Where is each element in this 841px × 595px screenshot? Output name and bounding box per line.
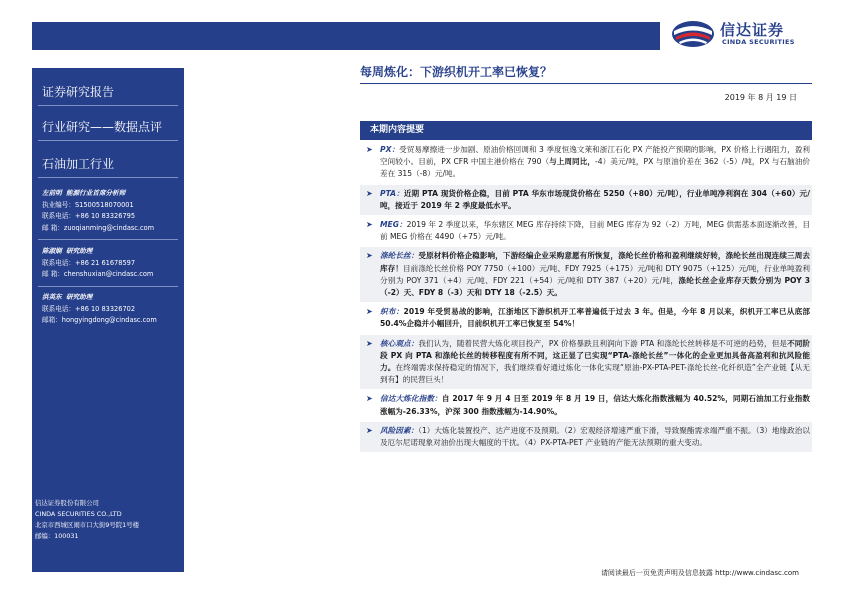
summary-item-lead: MEG： bbox=[380, 220, 407, 230]
summary-item-text: -4）美元/吨，PX 与原油价差在 362（-5）/吨，PX 与石脑油价差在 315（-8）元/吨。 bbox=[380, 157, 810, 179]
analyst-email[interactable]: 邮箱：hongyingdong@cindasc.com bbox=[42, 316, 157, 324]
summary-item-text: 不同阶段 PX 向 PTA 和涤纶长丝的转移程度有所不同，这正显了已实现“PTA-涤纶长丝”一体化的企业更加具备高盈利和抗风险能力。 bbox=[380, 338, 811, 373]
analyst-phone: 联系电话：+86 10 83326795 bbox=[42, 212, 136, 220]
logo-text-en: CINDA SECURITIES bbox=[722, 38, 795, 46]
summary-item-text: 涤纶长丝企业库存天数分别为 POY 3（-2）天、FDY 8（-3）天和 DTY 18（-2.5）天。 bbox=[380, 275, 811, 298]
bullet-arrow-icon: ➤ bbox=[366, 145, 373, 154]
summary-item-text: 2019 年 2 季度以来，华东辖区 MEG 库存持续下降，目前 MEG 库存为 92（-2）万吨，MEG 供需基本面逐渐改善，目前 MEG 价格在 4490（+75）元/吨。 bbox=[380, 220, 810, 242]
page-title: 每周炼化：下游织机开工率已恢复？ bbox=[360, 65, 553, 79]
summary-item-text: 受原材料价格企稳影响，下游经编企业采购意愿有所恢复，涤纶长丝价格和盈利继续好转，涤纶长丝出现连续三周去库存！ bbox=[380, 251, 810, 273]
summary-item-lead: 风险因素： bbox=[380, 425, 419, 435]
analyst-phone: 联系电话：+86 10 83326702 bbox=[42, 304, 136, 313]
sidebar-divider bbox=[38, 105, 178, 106]
company-name-cn: 信达证券股份有限公司 bbox=[35, 499, 99, 507]
analyst-card bbox=[42, 292, 157, 327]
sidebar-divider bbox=[38, 177, 178, 178]
analyst-name: 陈淑娴 bbox=[42, 247, 62, 255]
bullet-arrow-icon: ➤ bbox=[366, 425, 373, 435]
summary-item-text: 我们认为，随着民营大炼化项目投产，PX 价格暴跌且利润向下游 PTA 和涤纶长丝转移是不可逆的趋势，但是 bbox=[418, 338, 788, 348]
analyst-email[interactable]: 邮 箱：chenshuxian@cindasc.com bbox=[42, 270, 154, 278]
summary-item-text: 受贸易摩擦进一步加剧、原油价格回调和 3 季度恒逸文莱和浙江石化 PX 产能投产预期的影响，PX 价格上行遇阻力，盈利空间较小。目前，PX CFR 中国主港价格在 790（ bbox=[380, 145, 810, 167]
report-date: 2019 年 8 月 19 日 bbox=[724, 93, 797, 102]
industry-name: 石油加工行业 bbox=[42, 157, 115, 171]
summary-item-text: 与上周同比， bbox=[549, 157, 596, 167]
summary-item-text: 2019 年受贸易战的影响，江浙地区下游织机开工率普遍低于过去 3 年。但是，今年 8 月以来，织机开工率已从底部 50.4%企稳并小幅回升，目前织机开工率已恢复至 54%！ bbox=[380, 307, 811, 329]
sidebar-divider bbox=[38, 239, 178, 240]
analyst-card bbox=[42, 188, 154, 234]
disclaimer-note: 请阅读最后一页免责声明及信息披露 http://www.cindasc.com bbox=[600, 569, 799, 577]
bullet-arrow-icon: ➤ bbox=[366, 220, 373, 230]
summary-item bbox=[360, 247, 812, 302]
summary-item-lead: 信达大炼化指数： bbox=[380, 394, 442, 404]
summary-item bbox=[360, 303, 812, 333]
summary-item-lead: 织布： bbox=[380, 307, 404, 317]
summary-header: 本期内容提要 bbox=[360, 121, 812, 140]
summary-item bbox=[360, 422, 812, 452]
header-bar bbox=[32, 22, 660, 50]
analyst-title: 研究助理 bbox=[65, 293, 93, 301]
summary-item bbox=[360, 390, 812, 420]
summary-item-text: 近期 PTA 现货价格企稳，目前 PTA 华东市场现货价格在 5250（+80）元/吨），行业单吨净利润在 304（+60）元/吨，接近于 2019 年 2 季度最低水平。 bbox=[380, 188, 810, 210]
logo-text-cn: 信达证券 bbox=[720, 21, 785, 39]
bullet-arrow-icon: ➤ bbox=[366, 251, 373, 261]
analyst-email[interactable]: 邮 箱：zuoqianming@cindasc.com bbox=[42, 223, 155, 232]
analyst-name: 洪英东 bbox=[42, 293, 62, 301]
report-type: 证券研究报告 bbox=[42, 85, 115, 99]
brand-logo bbox=[670, 17, 820, 51]
summary-item-text: 在终端需求保持稳定的情况下，我们继续看好通过炼化一体化实现“原油-PX-PTA-PET-涤纶长丝-化纤织造”全产业链【从无到有】的民营巨头！ bbox=[380, 363, 810, 385]
bullet-arrow-icon: ➤ bbox=[366, 338, 373, 348]
summary-item-lead: 涤纶长丝： bbox=[380, 251, 419, 261]
summary-item-text: （1）大炼化装置投产、达产进度不及预期。（2）宏观经济增速严重下滑，导致聚酯需求端严重不振。（3）地缘政治以及厄尔尼诺现象对油价出现大幅度的干扰。（4）PX-PTA-PET 产业链的产能无法预期的重大变动。 bbox=[380, 425, 811, 448]
sidebar-divider bbox=[38, 286, 178, 287]
bullet-arrow-icon: ➤ bbox=[366, 307, 373, 317]
bullet-arrow-icon: ➤ bbox=[366, 188, 373, 198]
analyst-phone: 联系电话：+86 21 61678597 bbox=[42, 258, 136, 267]
company-postcode: 邮编：100031 bbox=[35, 532, 79, 540]
summary-item-text: 目前涤纶长丝价格 POY 7750（+100）元/吨、FDY 7925（+175）元/吨和 DTY 9075（+125）元/吨，行业单吨盈利分别为 POY 371（+4）元/吨、FDY 221（+54）元/吨和 DTY 387（+20）元/吨， bbox=[380, 263, 811, 285]
research-type: 行业研究——数据点评 bbox=[42, 120, 163, 134]
summary-list bbox=[360, 141, 812, 453]
summary-item-text: 自 2017 年 9 月 4 日至 2019 年 8 月 19 日，信达大炼化指数涨幅为 40.52%，同期石油加工行业指数涨幅为-26.33%，沪深 300 指数涨幅为-14.90%。 bbox=[380, 394, 810, 416]
bullet-arrow-icon: ➤ bbox=[366, 394, 373, 404]
analyst-license: 执业编号：S1500518070001 bbox=[42, 200, 134, 209]
analyst-title: 能源行业首席分析师 bbox=[65, 189, 126, 197]
cinda-logo-icon bbox=[670, 17, 716, 51]
company-address: 北京市西城区闹市口大街9号院1号楼 bbox=[35, 521, 139, 529]
summary-item bbox=[360, 185, 812, 215]
company-name-en: CINDA SECURITIES CO.,LTD bbox=[35, 510, 122, 518]
sidebar bbox=[32, 68, 184, 572]
summary-item-lead: PTA： bbox=[380, 188, 404, 198]
summary-item-lead: PX： bbox=[380, 145, 400, 154]
summary-item bbox=[360, 335, 812, 390]
analyst-title: 研究助理 bbox=[65, 247, 93, 255]
summary-item bbox=[360, 216, 812, 246]
company-info bbox=[35, 498, 139, 542]
summary-item-lead: 核心观点： bbox=[380, 338, 419, 348]
summary-item bbox=[360, 141, 812, 184]
analyst-name: 左前明 bbox=[42, 189, 62, 197]
sidebar-divider bbox=[38, 140, 178, 141]
analyst-card bbox=[42, 246, 153, 281]
title-divider bbox=[360, 83, 812, 84]
